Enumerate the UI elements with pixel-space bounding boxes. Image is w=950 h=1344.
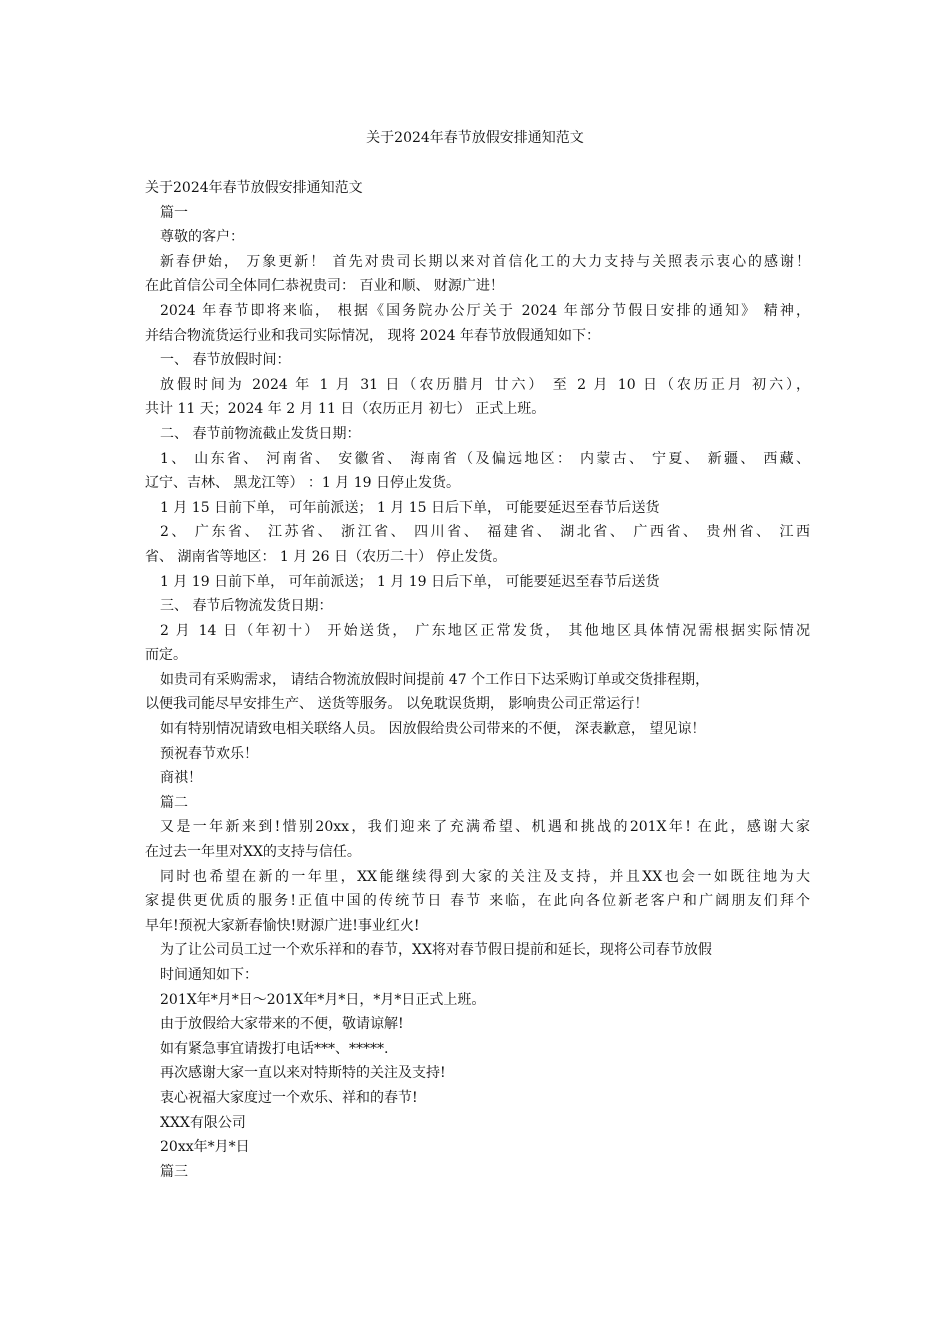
section-label-2: 篇二 [160,794,188,811]
paragraph-line: 以便我司能尽早安排生产、 送货等服务。 以免耽误货期， 影响贵公司正常运行！ [145,696,649,713]
paragraph-line: 时间通知如下： [160,967,258,983]
signature-date: 20xx年*月*日 [160,1139,250,1156]
paragraph-line: 在过去一年里对XX的支持与信任。 [145,844,361,861]
paragraph-line: 再次感谢大家一直以来对特斯特的关注及支持! [160,1065,446,1082]
closing: 商祺！ [160,770,202,787]
document-title: 关于2024年春节放假安排通知范文 [366,130,584,146]
paragraph-line: 由于放假给大家带来的不便，敬请谅解! [160,1016,404,1033]
subheading: 一、 春节放假时间： [160,352,291,369]
paragraph-line: 同时也希望在新的一年里，XX能继续得到大家的关注及支持，并且XX也会一如既往地为大 [160,868,810,885]
paragraph-line: 如有紧急事宜请拨打电话***、*****. [160,1040,389,1057]
paragraph-line: 放假时间为 2024 年 1 月 31 日（农历腊月 廿六） 至 2 月 10 日（农历正月 初六）， [160,376,810,393]
salutation: 尊敬的客户： [160,229,244,246]
paragraph-line: 省、 湖南省等地区： 1 月 26 日（农历二十） 停止发货。 [145,548,507,565]
paragraph-line: 预祝春节欢乐！ [160,745,258,762]
paragraph-line: 为了让公司员工过一个欢乐祥和的春节，XX将对春节假日提前和延长，现将公司春节放假 [160,942,712,959]
paragraph-line: 2 月 14 日（年初十） 开始送货， 广东地区正常发货， 其他地区具体情况需根据实际情况 [160,622,810,639]
paragraph-line: 2、 广东省、 江苏省、 浙江省、 四川省、 福建省、 湖北省、 广西省、 贵州省、 江西 [160,524,810,541]
paragraph-line: 辽宁、吉林、 黑龙江等） ：1 月 19 日停止发货。 [145,475,460,492]
body-heading: 关于2024年春节放假安排通知范文 [145,180,363,196]
signature-company: XXX有限公司 [160,1114,246,1131]
paragraph-line: 2024 年春节即将来临， 根据《国务院办公厅关于 2024 年部分节假日安排的通知》 精神， [160,302,810,319]
paragraph-line: 201X年*月*日～201X年*月*日，*月*日正式上班。 [160,991,486,1008]
paragraph-line: 新春伊始， 万象更新！ 首先对贵司长期以来对首信化工的大力支持与关照表示衷心的感谢！ [160,253,810,270]
paragraph-line: 家提供更优质的服务!正值中国的传统节日 春节 来临，在此向各位新老客户和广阔朋友们拜个 [145,893,810,910]
paragraph-line: 而定。 [145,647,187,664]
paragraph-line: 早年!预祝大家新春愉快!财源广进!事业红火! [145,917,420,934]
paragraph-line: 1、 山东省、 河南省、 安徽省、 海南省（及偏远地区： 内蒙古、 宁夏、 新疆、 西藏、 [160,450,810,467]
paragraph-line: 并结合物流货运行业和我司实际情况， 现将 2024 年春节放假通知如下： [145,327,600,344]
paragraph-line: 如贵司有采购需求， 请结合物流放假时间提前 47 个工作日下达采购订单或交货排程期， [160,671,710,688]
paragraph-line: 在此首信公司全体同仁恭祝贵司： 百业和顺、 财源广进！ [145,278,504,295]
document-body [145,176,810,1184]
paragraph-line: 1 月 19 日前下单， 可年前派送； 1 月 19 日后下单， 可能要延迟至春节后送货 [160,573,660,590]
paragraph-line: 又是一年新来到!惜别20xx，我们迎来了充满希望、机遇和挑战的201X年! 在此，感谢大家 [160,819,810,836]
paragraph-line: 共计 11 天；2024 年 2 月 11 日（农历正月 初七） 正式上班。 [145,401,546,418]
section-label-3: 篇三 [160,1163,188,1180]
subheading: 二、 春节前物流截止发货日期： [160,425,361,442]
subheading: 三、 春节后物流发货日期： [160,598,333,615]
paragraph-line: 1 月 15 日前下单， 可年前派送； 1 月 15 日后下单， 可能要延迟至春节后送货 [160,499,660,516]
paragraph-line: 如有特别情况请致电相关联络人员。 因放假给贵公司带来的不便， 深表歉意， 望见谅！ [160,721,706,738]
paragraph-line: 衷心祝福大家度过一个欢乐、祥和的春节! [160,1089,418,1106]
section-label-1: 篇一 [160,204,188,221]
